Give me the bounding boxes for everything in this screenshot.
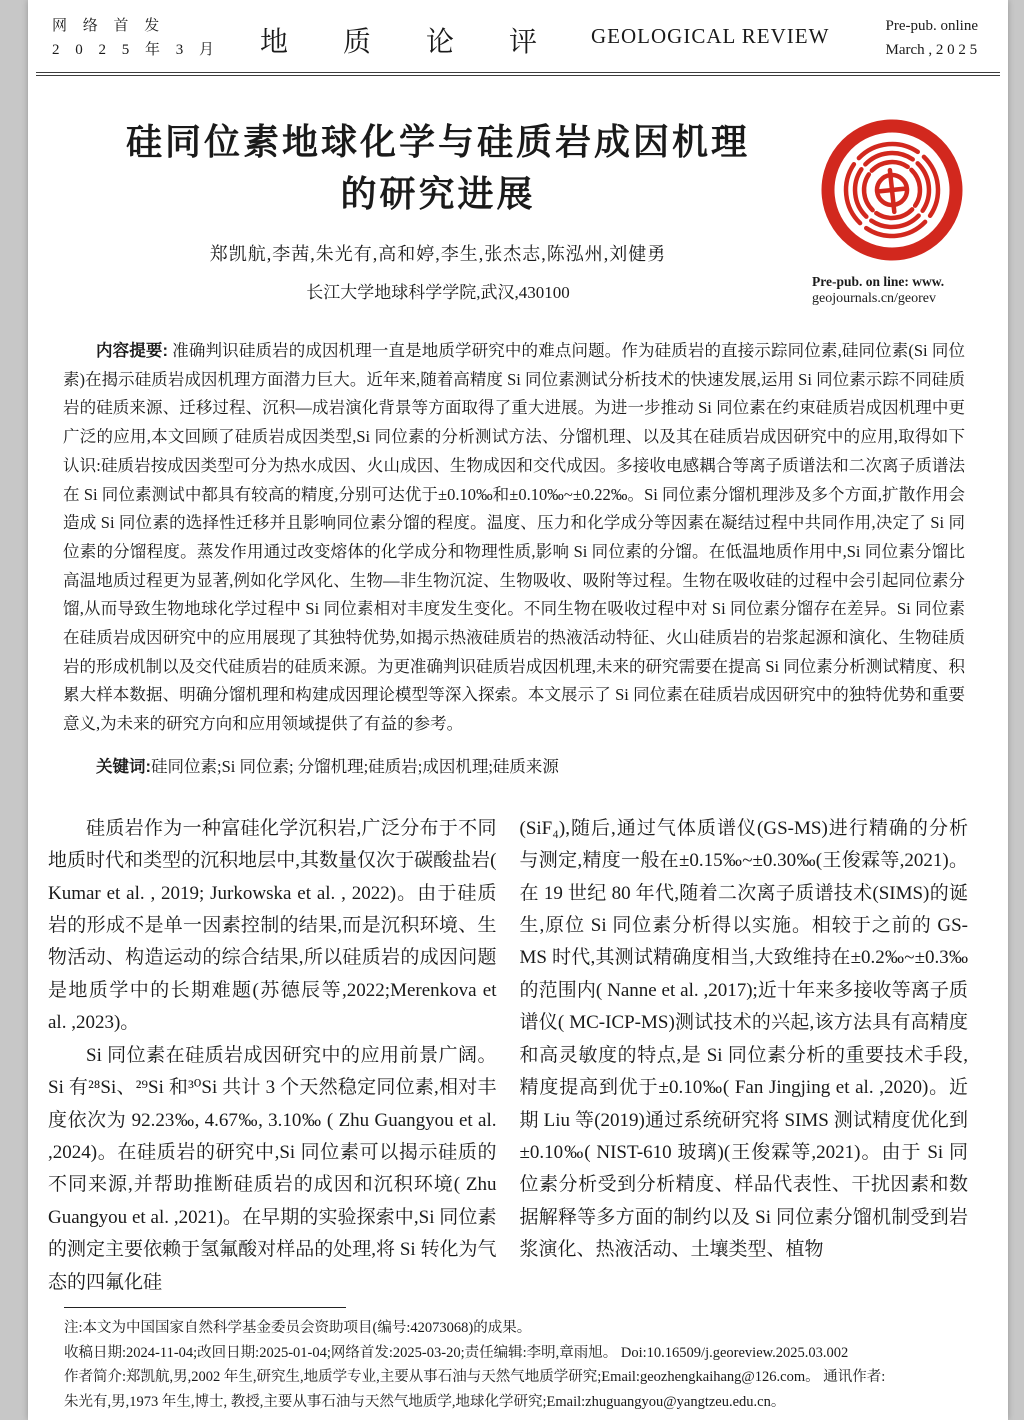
prepub-en-line1: Pre-pub. online	[885, 18, 978, 34]
journal-seal-box	[812, 118, 990, 307]
body-column-right	[520, 813, 969, 1299]
article-title-line2: 的研究进展	[340, 173, 536, 214]
keywords	[63, 753, 965, 777]
title-block	[28, 116, 1008, 306]
body-column-left	[48, 813, 497, 1299]
footnote-block	[64, 1307, 978, 1414]
body-paragraph: Si 同位素在硅质岩成因研究中的应用前景广阔。Si 有²⁸Si、²⁹Si 和³⁰Si 共计 3 个天然稳定同位素,相对丰度依次为 92.23‰, 4.67‰, 3.10‰ ( Zhu Guangyou et al. ,2024)。在硅质岩的研究中,Si 同位素可以揭示硅质的不同来源,并帮助推断硅质岩的成因和沉积环境( Zhu Guangyou et al. ,2021)。在早期的实验探索中,Si 同位素的测定主要依赖于氢氟酸对样品的处理,将 Si 转化为气态的四氟化硅	[48, 1044, 497, 1293]
seal-caption	[812, 273, 990, 307]
footnote-dates-doi: 收稿日期:2024-11-04;改回日期:2025-01-04;网络首发:2025-03-20;责任编辑:李明,章雨旭。 Doi:10.16509/j.georeview.2025.03.002	[64, 1344, 849, 1361]
abstract-text: 准确判识硅质岩的成因机理一直是地质学研究中的难点问题。作为硅质岩的直接示踪同位素,硅同位素(Si 同位素)在揭示硅质岩成因机理方面潜力巨大。近年来,随着高精度 Si 同位素测试分析技术的快速发展,运用 Si 同位素示踪不同硅质岩的硅质来源、迁移过程、沉积—成岩演化背景等方面取得了重大进展。为进一步推动 Si 同位素在约束硅质岩成因机理中更广泛的应用,本文回顾了硅质岩成因类型,Si 同位素的分析测试方法、分馏机理、以及其在硅质岩成因研究中的应用,取得如下认识:硅质岩按成因类型可分为热水成因、火山成因、生物成因和交代成因。多接收电感耦合等离子质谱法和二次离子质谱法在 Si 同位素测试中都具有较高的精度,分别可达优于±0.10‰和±0.10‰~±0.22‰。Si 同位素分馏机理涉及多个方面,扩散作用会造成 Si 同位素的选择性迁移并且影响同位素分馏的程度。温度、压力和化学成分等因素在凝结过程中共同作用,决定了 Si 同位素的分馏程度。蒸发作用通过改变熔体的化学成分和物理性质,影响 Si 同位素的分馏。在低温地质作用中,Si 同位素分馏比高温地质过程更为显著,例如化学风化、生物—非生物沉淀、生物吸收、吸附等过程。生物在吸收硅的过程中会引起同位素分馏,从而导致生物地球化学过程中 Si 同位素相对丰度发生变化。不同生物在吸收过程中对 Si 同位素分馏存在差异。Si 同位素在硅质岩成因研究中的应用展现了其独特优势,如揭示热液硅质岩的热液活动特征、火山硅质岩的岩浆起源和演化、生物硅质岩的形成机制以及交代硅质岩的硅质来源。为更准确判识硅质岩成因机理,未来的研究需要在提高 Si 同位素分析测试精度、积累大样本数据、明确分馏机理和构建成因理论模型等深入探索。本文展示了 Si 同位素在硅质岩成因研究中的独特优势和重要意义,为未来的研究方向和应用领域提供了有益的参考。	[63, 341, 965, 734]
body-paragraph: 硅质岩作为一种富硅化学沉积岩,广泛分布于不同地质时代和类型的沉积地层中,其数量仅次于碳酸盐岩( Kumar et al. , 2019; Jurkowska et al. , 2022)。由于硅质岩的形成不是单一因素控制的结果,而是沉积环境、生物活动、构造运动的综合结果,所以硅质岩的成因问题是地质学中的长期难题(苏德辰等,2022;Merenkova et al. ,2023)。	[48, 817, 497, 1034]
journal-header	[28, 0, 1008, 62]
article-title	[58, 116, 818, 220]
seal-caption-line1: Pre-pub. on line: www.	[812, 274, 945, 289]
abstract	[63, 337, 965, 739]
body-columns	[48, 813, 968, 1299]
footnote-divider	[64, 1307, 346, 1308]
article-title-line1: 硅同位素地球化学与硅质岩成因机理	[125, 121, 750, 162]
prepub-cn-line2: 2 0 2 5 年 3 月	[52, 42, 221, 58]
prepub-en-block	[886, 14, 978, 62]
footnote-author-bio-2: 朱光有,男,1973 年生,博士, 教授,主要从事石油与天然气地质学,地球化学研究;Email:zhuguangyou@yangtzeu.edu.cn。	[64, 1393, 786, 1410]
keywords-label: 关键词:	[96, 757, 151, 776]
journal-title-cn: 地 质 论 评	[260, 27, 562, 58]
prepub-en-line2: March , 2 0 2 5	[885, 42, 978, 58]
body-paragraph: (SiF₄),随后,通过气体质谱仪(GS-MS)进行精确的分析与测定,精度一般在±0.15‰~±0.30‰(王俊霖等,2021)。在 19 世纪 80 年代,随着二次离子质谱技术(SIMS)的诞生,原位 Si 同位素分析得以实施。相较于之前的 GS-MS 时代,其测试精确度相当,大致维持在±0.2‰~±0.3‰的范围内( Nanne et al. ,2017);近十年来多接收等离子质谱仪( MC-ICP-MS)测试技术的兴起,该方法具有高精度和高灵敏度的特点,是 Si 同位素分析的重要技术手段,精度提高到优于±0.10‰( Fan Jingjing et al. ,2020)。近期 Liu 等(2019)通过系统研究将 SIMS 测试精度优化到±0.10‰( NIST-610 玻璃)(王俊霖等,2021)。由于 Si 同位素分析受到分析精度、样品代表性、干扰因素和数据解释等多方面的制约以及 Si 同位素分馏机制受到岩浆演化、热液活动、土壤类型、植物	[519, 817, 968, 1261]
seal-caption-line2: geojournals.cn/georev	[812, 291, 937, 306]
paper-page	[28, 0, 1008, 1420]
prepub-cn-block	[52, 14, 222, 62]
author-list: 郑凯航,李茜,朱光有,高和婷,李生,张杰志,陈泓州,刘健勇	[209, 244, 667, 264]
journal-title-en: GEOLOGICAL REVIEW	[591, 24, 830, 48]
affiliation: 长江大学地球科学学院,武汉,430100	[306, 283, 570, 302]
footnote-funding: 注:本文为中国国家自然科学基金委员会资助项目(编号:42073068)的成果。	[64, 1320, 532, 1336]
header-divider	[36, 72, 1000, 76]
prepub-cn-line1: 网 络 首 发	[52, 18, 166, 34]
keywords-text: 硅同位素;Si 同位素; 分馏机理;硅质岩;成因机理;硅质来源	[151, 756, 559, 776]
footnote-author-bio-1: 作者简介:郑凯航,男,2002 年生,研究生,地质学专业,主要从事石油与天然气地质学研究;Email:geozhengkaihang@126.com。 通讯作者:	[64, 1369, 886, 1385]
abstract-label: 内容提要:	[96, 342, 169, 360]
journal-seal-icon	[812, 118, 972, 266]
